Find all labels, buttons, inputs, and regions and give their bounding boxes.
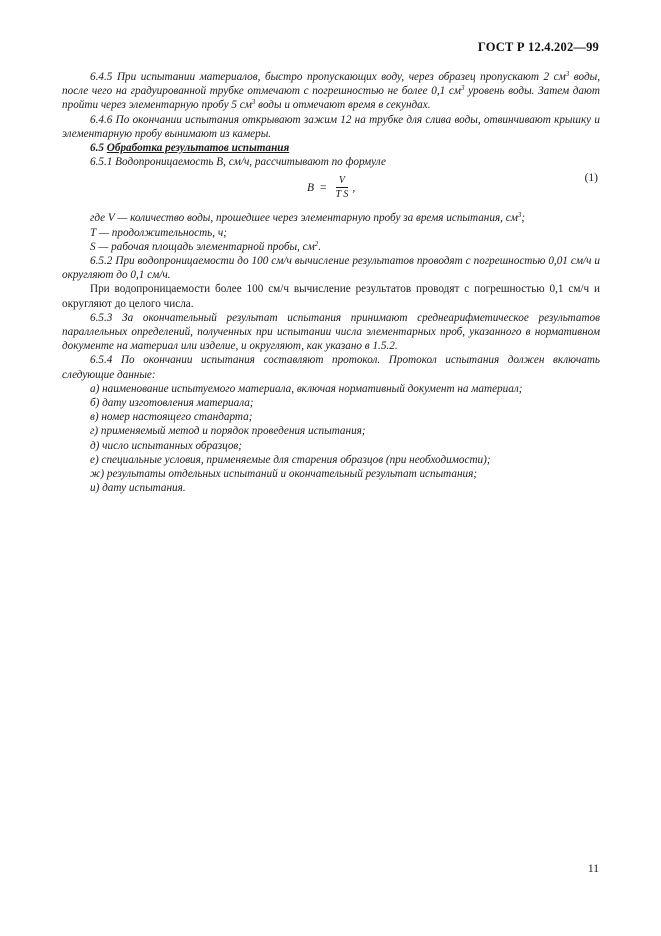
formula-fraction [333, 175, 352, 200]
clause-number: 6.5.1 [90, 156, 113, 169]
formula-number: (1) [584, 172, 598, 185]
where-s [62, 240, 600, 254]
paragraph-6-4-6 [62, 113, 600, 141]
definition-text: . [318, 240, 322, 253]
formula-lhs: B [307, 181, 315, 194]
paragraph-text: При водопроницаемости до 100 см/ч вычисление результатов проводят с погрешностью 0,01 см/ч и округляют до 0,1 см/ч. [62, 255, 600, 282]
paragraph-6-4-5 [62, 70, 600, 113]
where-v [62, 211, 600, 225]
paragraph-text: При водопроницаемости более 100 см/ч вычисление результатов проводят с погрешностью 0,1 см/ч и округляют до целого числа. [62, 283, 600, 310]
clause-number: 6.5.2 [90, 255, 113, 268]
list-item: д) число испытанных образцов; [90, 439, 242, 452]
paragraph-6-5-3 [62, 311, 600, 354]
superscript: 3 [565, 70, 570, 78]
list-item: г) применяемый метод и порядок проведения испытания; [90, 425, 366, 438]
clause-number: 6.5.3 [90, 311, 113, 324]
paragraph-text: воды, после чего на градуированной трубке отмечают с погрешностью не более 0,1 см [62, 71, 600, 98]
formula-denominator: T S [335, 189, 349, 201]
list-item: в) номер настоящего стандарта; [90, 411, 253, 424]
superscript: 3 [461, 84, 465, 93]
list-item: а) наименование испытуемого материала, включая нормативный документ на материал; [90, 382, 523, 395]
clause-number: 6.4.5 [90, 71, 113, 83]
standard-header: ГОСТ Р 12.4.202—99 [477, 40, 599, 54]
paragraph-text: уровень воды. Затем дают пройти через элементарную пробу 5 см [62, 85, 600, 112]
definition-text: Т — продолжительность, ч; [90, 226, 227, 239]
definition-text: S — рабочая площадь элементарной пробы, см [90, 240, 315, 253]
formula [307, 175, 355, 200]
paragraph-6-5-4 [62, 353, 600, 381]
superscript: 2 [314, 239, 319, 248]
formula-numerator: V [336, 175, 348, 188]
section-number: 6.5 [90, 142, 104, 155]
list-item: е) специальные условия, применяемые для старения образцов (при необходимости); [90, 453, 491, 466]
formula-equals: = [320, 181, 327, 194]
page-number: 11 [587, 863, 599, 875]
paragraph-6-5-2 [62, 254, 600, 282]
section-heading-6-5 [62, 141, 600, 155]
definition-text: где V — количество воды, прошедшее через элементарную пробу за время испытания, см [90, 212, 518, 225]
paragraph-text: За окончательный результат испытания принимают среднеарифметическое результатов параллельных определений, полученных при испытании числа элементарных проб, указанного в нормативном документе на материал или изделие, и округляют, как указано в 1.5.2. [62, 311, 600, 353]
definition-text: ; [521, 212, 526, 225]
section-title: Обработка результатов испытания [106, 142, 290, 155]
paragraph-text: По окончании испытания составляют протокол. Протокол испытания должен включать следующие данные: [62, 354, 600, 381]
formula-block [62, 171, 600, 205]
list-item: и) дату испытания. [90, 482, 186, 495]
clause-number: 6.5.4 [90, 354, 113, 367]
paragraph-text: Водопроницаемость В, см/ч, рассчитывают по формуле [115, 156, 386, 169]
paragraph-6-5-2-cont [62, 282, 600, 310]
protocol-data-list [62, 382, 600, 496]
paragraph-text: При испытании материалов, быстро пропускающих воду, через образец пропускают 2 см [116, 71, 566, 83]
formula-comma: , [352, 181, 356, 194]
clause-number: 6.4.6 [90, 113, 113, 126]
paragraph-text: По окончании испытания открывают зажим 12 на трубке для слива воды, отвинчивают крышку и элементарную пробу вынимают из камеры. [62, 113, 600, 140]
superscript: 3 [251, 98, 256, 107]
list-item: ж) результаты отдельных испытаний и окончательный результат испытания; [90, 468, 478, 481]
paragraph-text: воды и отмечают время в секундах. [255, 99, 431, 112]
superscript: 3 [517, 211, 522, 220]
paragraph-6-5-1 [62, 155, 600, 169]
list-item: б) дату изготовления материала; [90, 397, 254, 410]
page-content [62, 70, 600, 495]
where-t [62, 226, 600, 240]
